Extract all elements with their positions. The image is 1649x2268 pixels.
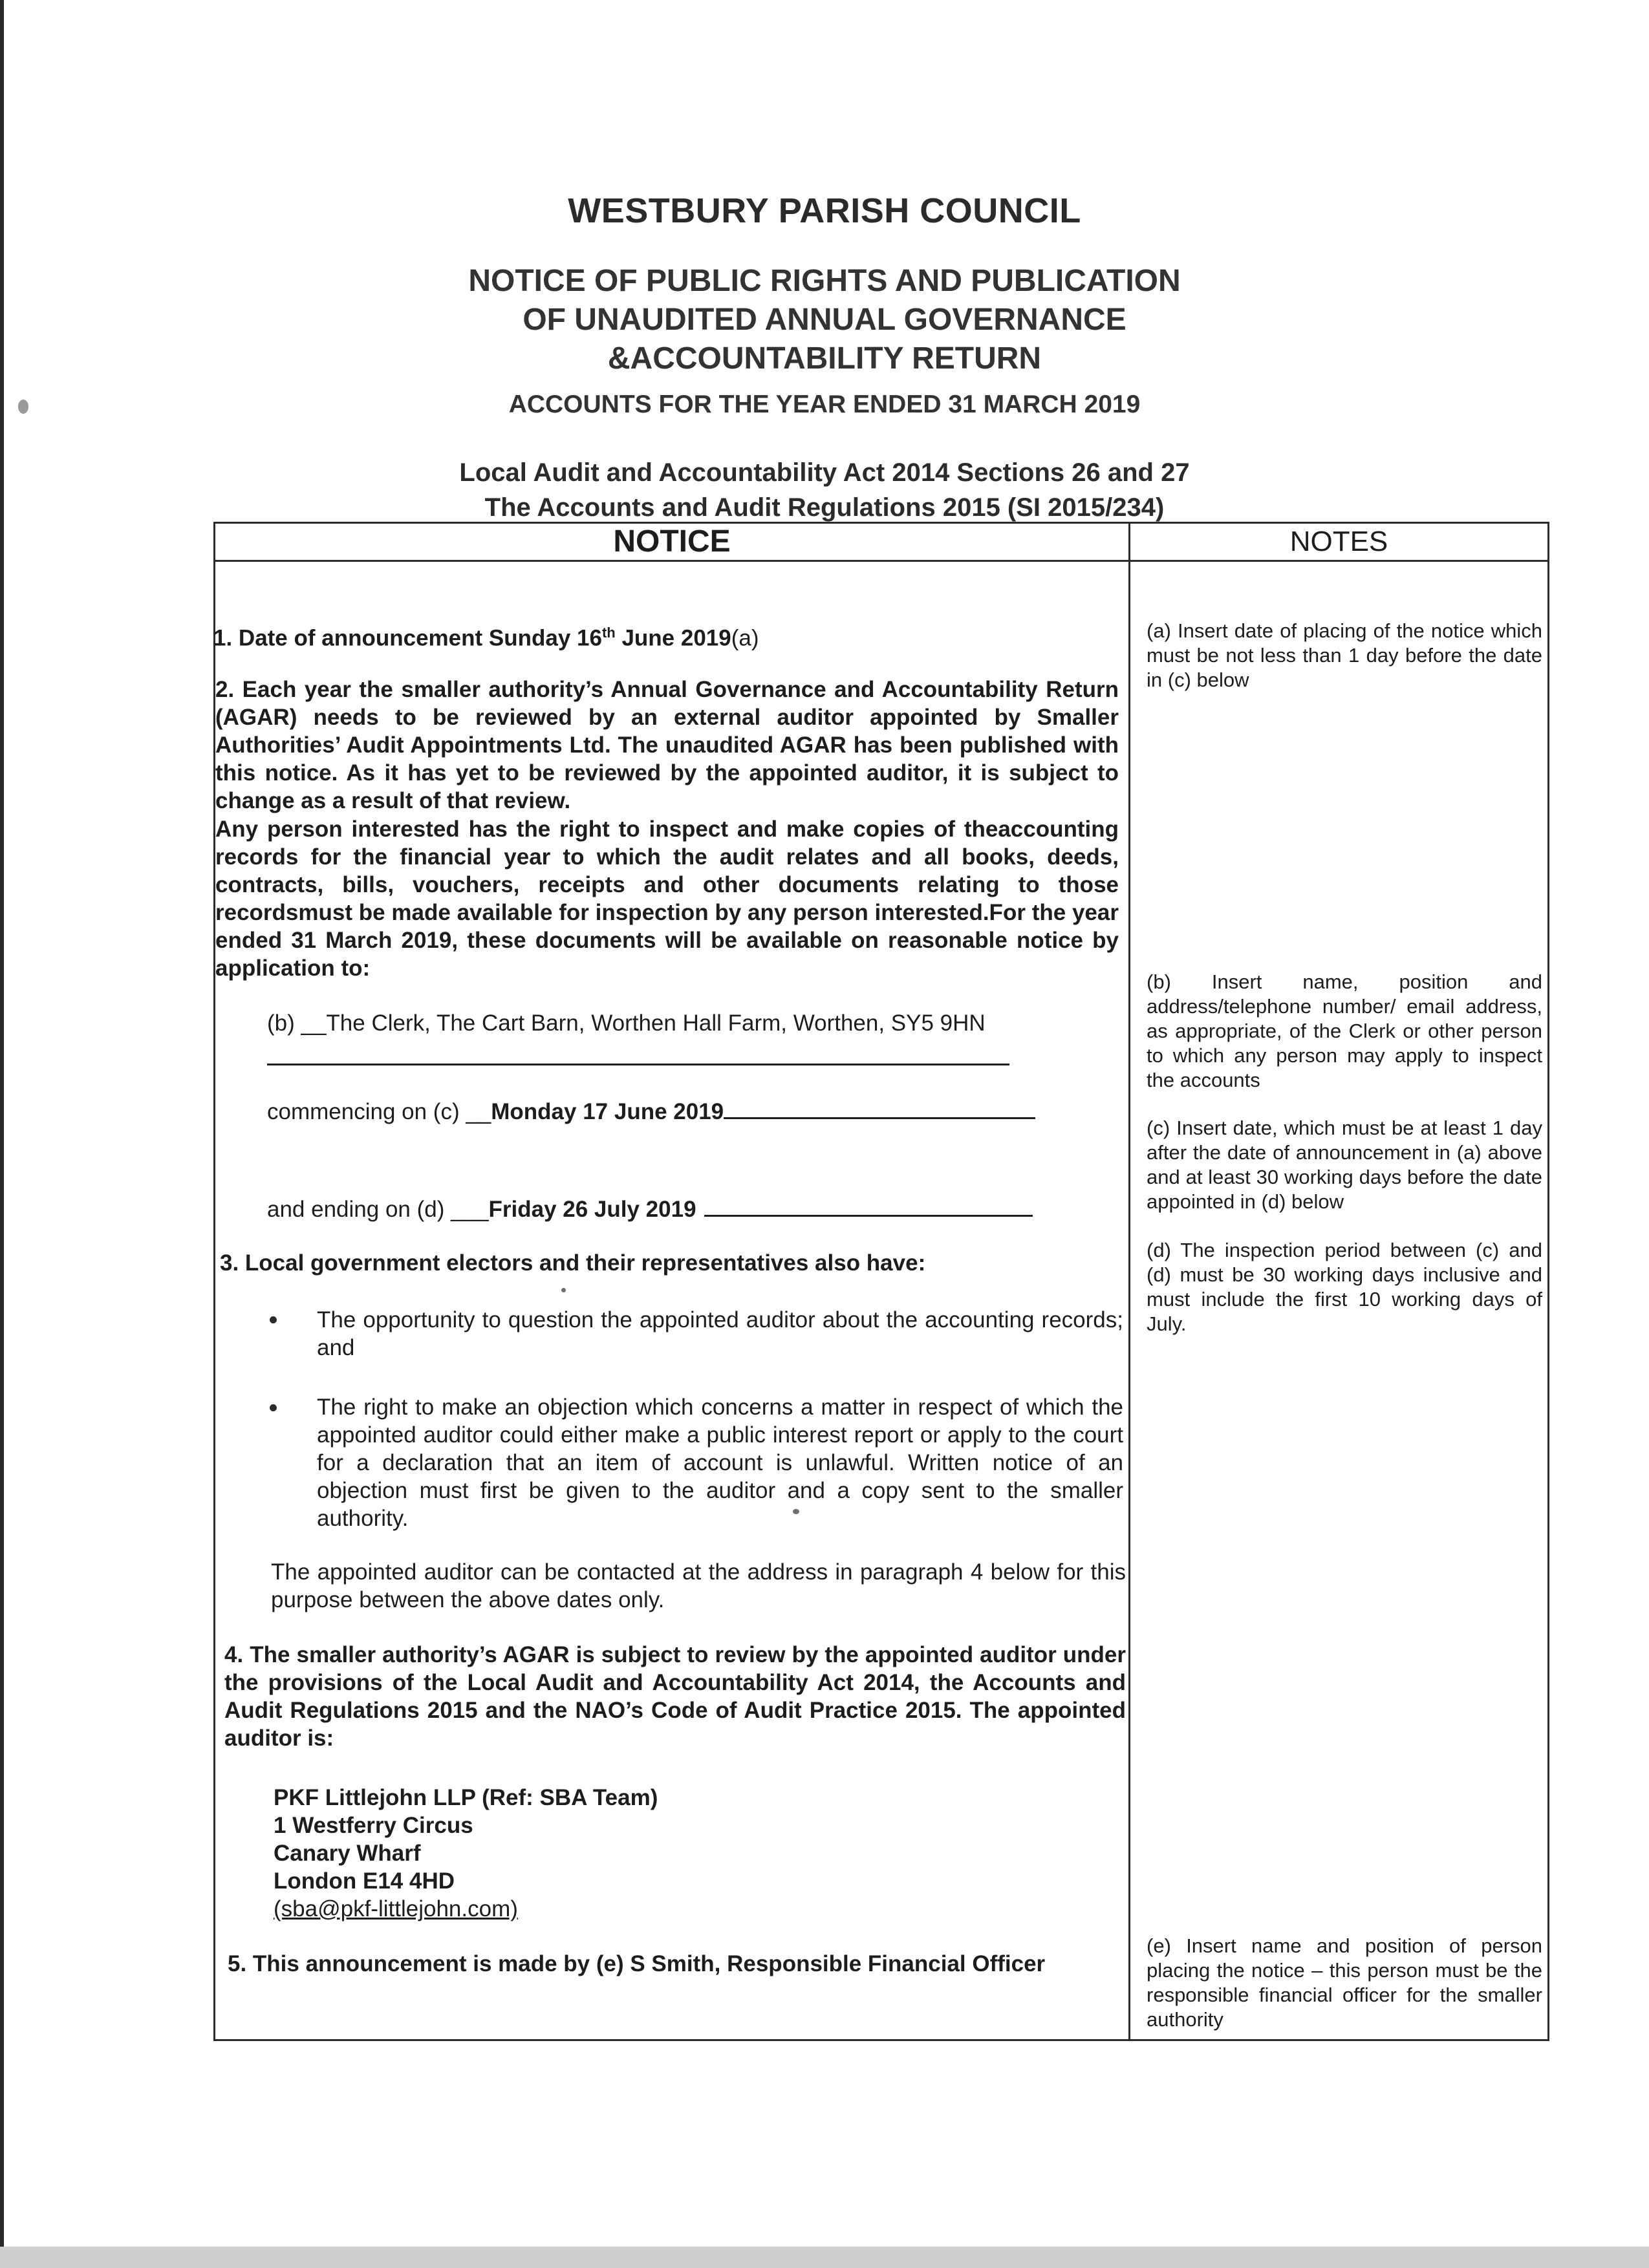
commencing-date-line	[267, 1095, 1108, 1126]
auditor-address-line: London E14 4HD	[274, 1868, 455, 1894]
council-title: WESTBURY PARISH COUNCIL	[568, 191, 1081, 230]
paragraph-1-announcement-date	[213, 619, 1119, 652]
paragraph-3-contact-auditor: The appointed auditor can be contacted at the address in paragraph 4 below for this purpose between the above dates only.	[271, 1559, 1126, 1612]
clerk-fill-line	[267, 1064, 1009, 1065]
notice-title-line: OF UNAUDITED ANNUAL GOVERNANCE	[523, 303, 1126, 337]
bullet-dot	[270, 1316, 277, 1323]
commencing-date-value: Monday 17 June 2019	[491, 1099, 724, 1124]
announcement-date-suffix: th	[601, 625, 616, 641]
notice-column-heading: NOTICE	[613, 524, 731, 559]
bullet-dot	[270, 1404, 277, 1411]
announcement-date-prefix: 1. Date of announcement Sunday 16	[213, 625, 602, 651]
legislation-line: Local Audit and Accountability Act 2014 Sections 26 and 27	[459, 458, 1190, 487]
scan-bottom-edge	[0, 2247, 1649, 2268]
notice-title-line: &ACCOUNTABILITY RETURN	[607, 341, 1042, 376]
auditor-address-line: 1 Westferry Circus	[274, 1813, 473, 1838]
legislation-line: The Accounts and Audit Regulations 2015 (SI 2015/234)	[484, 493, 1165, 522]
note-a: (a) Insert date of placing of the notice which must be not less than 1 day before the date in (c) below	[1147, 619, 1542, 691]
paragraph-4-review-provisions: 4. The smaller authority’s AGAR is subject to review by the appointed auditor under the provisions of the Local Audit and Accountability Act 2014, the Accounts and Audit Regulations 2015 and the NAO’s Code of Audit Practice 2015. The appointed auditor is:	[224, 1642, 1126, 1751]
accounts-year-title: ACCOUNTS FOR THE YEAR ENDED 31 MARCH 2019	[508, 390, 1141, 418]
ending-fill-line	[704, 1193, 1033, 1217]
commencing-fill-line	[724, 1095, 1035, 1119]
announcement-date-month: June 2019	[615, 625, 731, 651]
paragraph-2-review: 2. Each year the smaller authority’s Annual Governance and Accountability Return (AGAR) needs to be reviewed by an external auditor appointed by Smaller Authorities’ Audit Appointments Ltd. The unaudited AGAR has been published with this notice. As it has yet to be reviewed by the appointed auditor, it is subject to change as a result of that review.	[215, 677, 1119, 813]
note-e: (e) Insert name and position of person placing the notice – this person must be the responsible financial officer for the smaller authority	[1147, 1934, 1542, 2031]
auditor-email-link[interactable]: (sba@pkf-littlejohn.com)	[274, 1896, 518, 1921]
ending-date-value: Friday 26 July 2019	[488, 1197, 696, 1222]
bullet-question-auditor: The opportunity to question the appointed auditor about the accounting records; and	[317, 1307, 1123, 1360]
bullet-objection-right: The right to make an objection which concerns a matter in respect of which the appointed auditor could either make a public interest report or apply to the court for a declaration that an item of account is unlawful. Written notice of an objection must first be given to the auditor and a copy sent to the smaller authority.	[317, 1395, 1123, 1531]
note-c: (c) Insert date, which must be at least 1 day after the date of announcement in (a) above and at least 30 working days before the date appointed in (d) below	[1147, 1117, 1542, 1213]
note-ref-a: (a)	[731, 625, 759, 651]
auditor-address	[274, 1784, 856, 1923]
note-d: (d) The inspection period between (c) and (d) must be 30 working days inclusive and must include the first 10 working days of July.	[1147, 1239, 1542, 1335]
clerk-contact-value: __The Clerk, The Cart Barn, Worthen Hall Farm, Worthen, SY5 9HN	[301, 1011, 986, 1036]
auditor-address-line: Canary Wharf	[274, 1841, 421, 1866]
notes-column-heading: NOTES	[1289, 526, 1388, 557]
header-divider	[213, 560, 1549, 562]
auditor-address-line: PKF Littlejohn LLP (Ref: SBA Team)	[274, 1785, 658, 1810]
paragraph-3-electors-rights: 3. Local government electors and their representatives also have:	[220, 1250, 926, 1276]
notice-title	[0, 262, 1649, 378]
commencing-label: commencing on (c) __	[267, 1099, 491, 1124]
clerk-label: (b)	[267, 1011, 301, 1036]
column-divider	[1128, 522, 1130, 2041]
ending-date-line	[267, 1193, 1108, 1223]
legislation-reference	[0, 455, 1649, 525]
note-b: (b) Insert name, position and address/telephone number/ email address, as appropriate, of the Clerk or other person to which any person may apply to inspect the accounts	[1147, 970, 1542, 1091]
clerk-contact-line	[267, 1009, 1108, 1037]
notice-title-line: NOTICE OF PUBLIC RIGHTS AND PUBLICATION	[468, 264, 1181, 298]
paragraph-2-inspection-rights: Any person interested has the right to inspect and make copies of theaccounting records for the financial year to which the audit relates and all books, deeds, contracts, bills, vouchers, receipts and other documents relating to those recordsmust be made available for inspection by any person interested.For the year ended 31 March 2019, these documents will be available on reasonable notice by application to:	[215, 817, 1119, 981]
ending-label: and ending on (d) ___	[267, 1197, 489, 1222]
paragraph-5-announcement-by: 5. This announcement is made by (e) S Smith, Responsible Financial Officer	[228, 1951, 1046, 1976]
